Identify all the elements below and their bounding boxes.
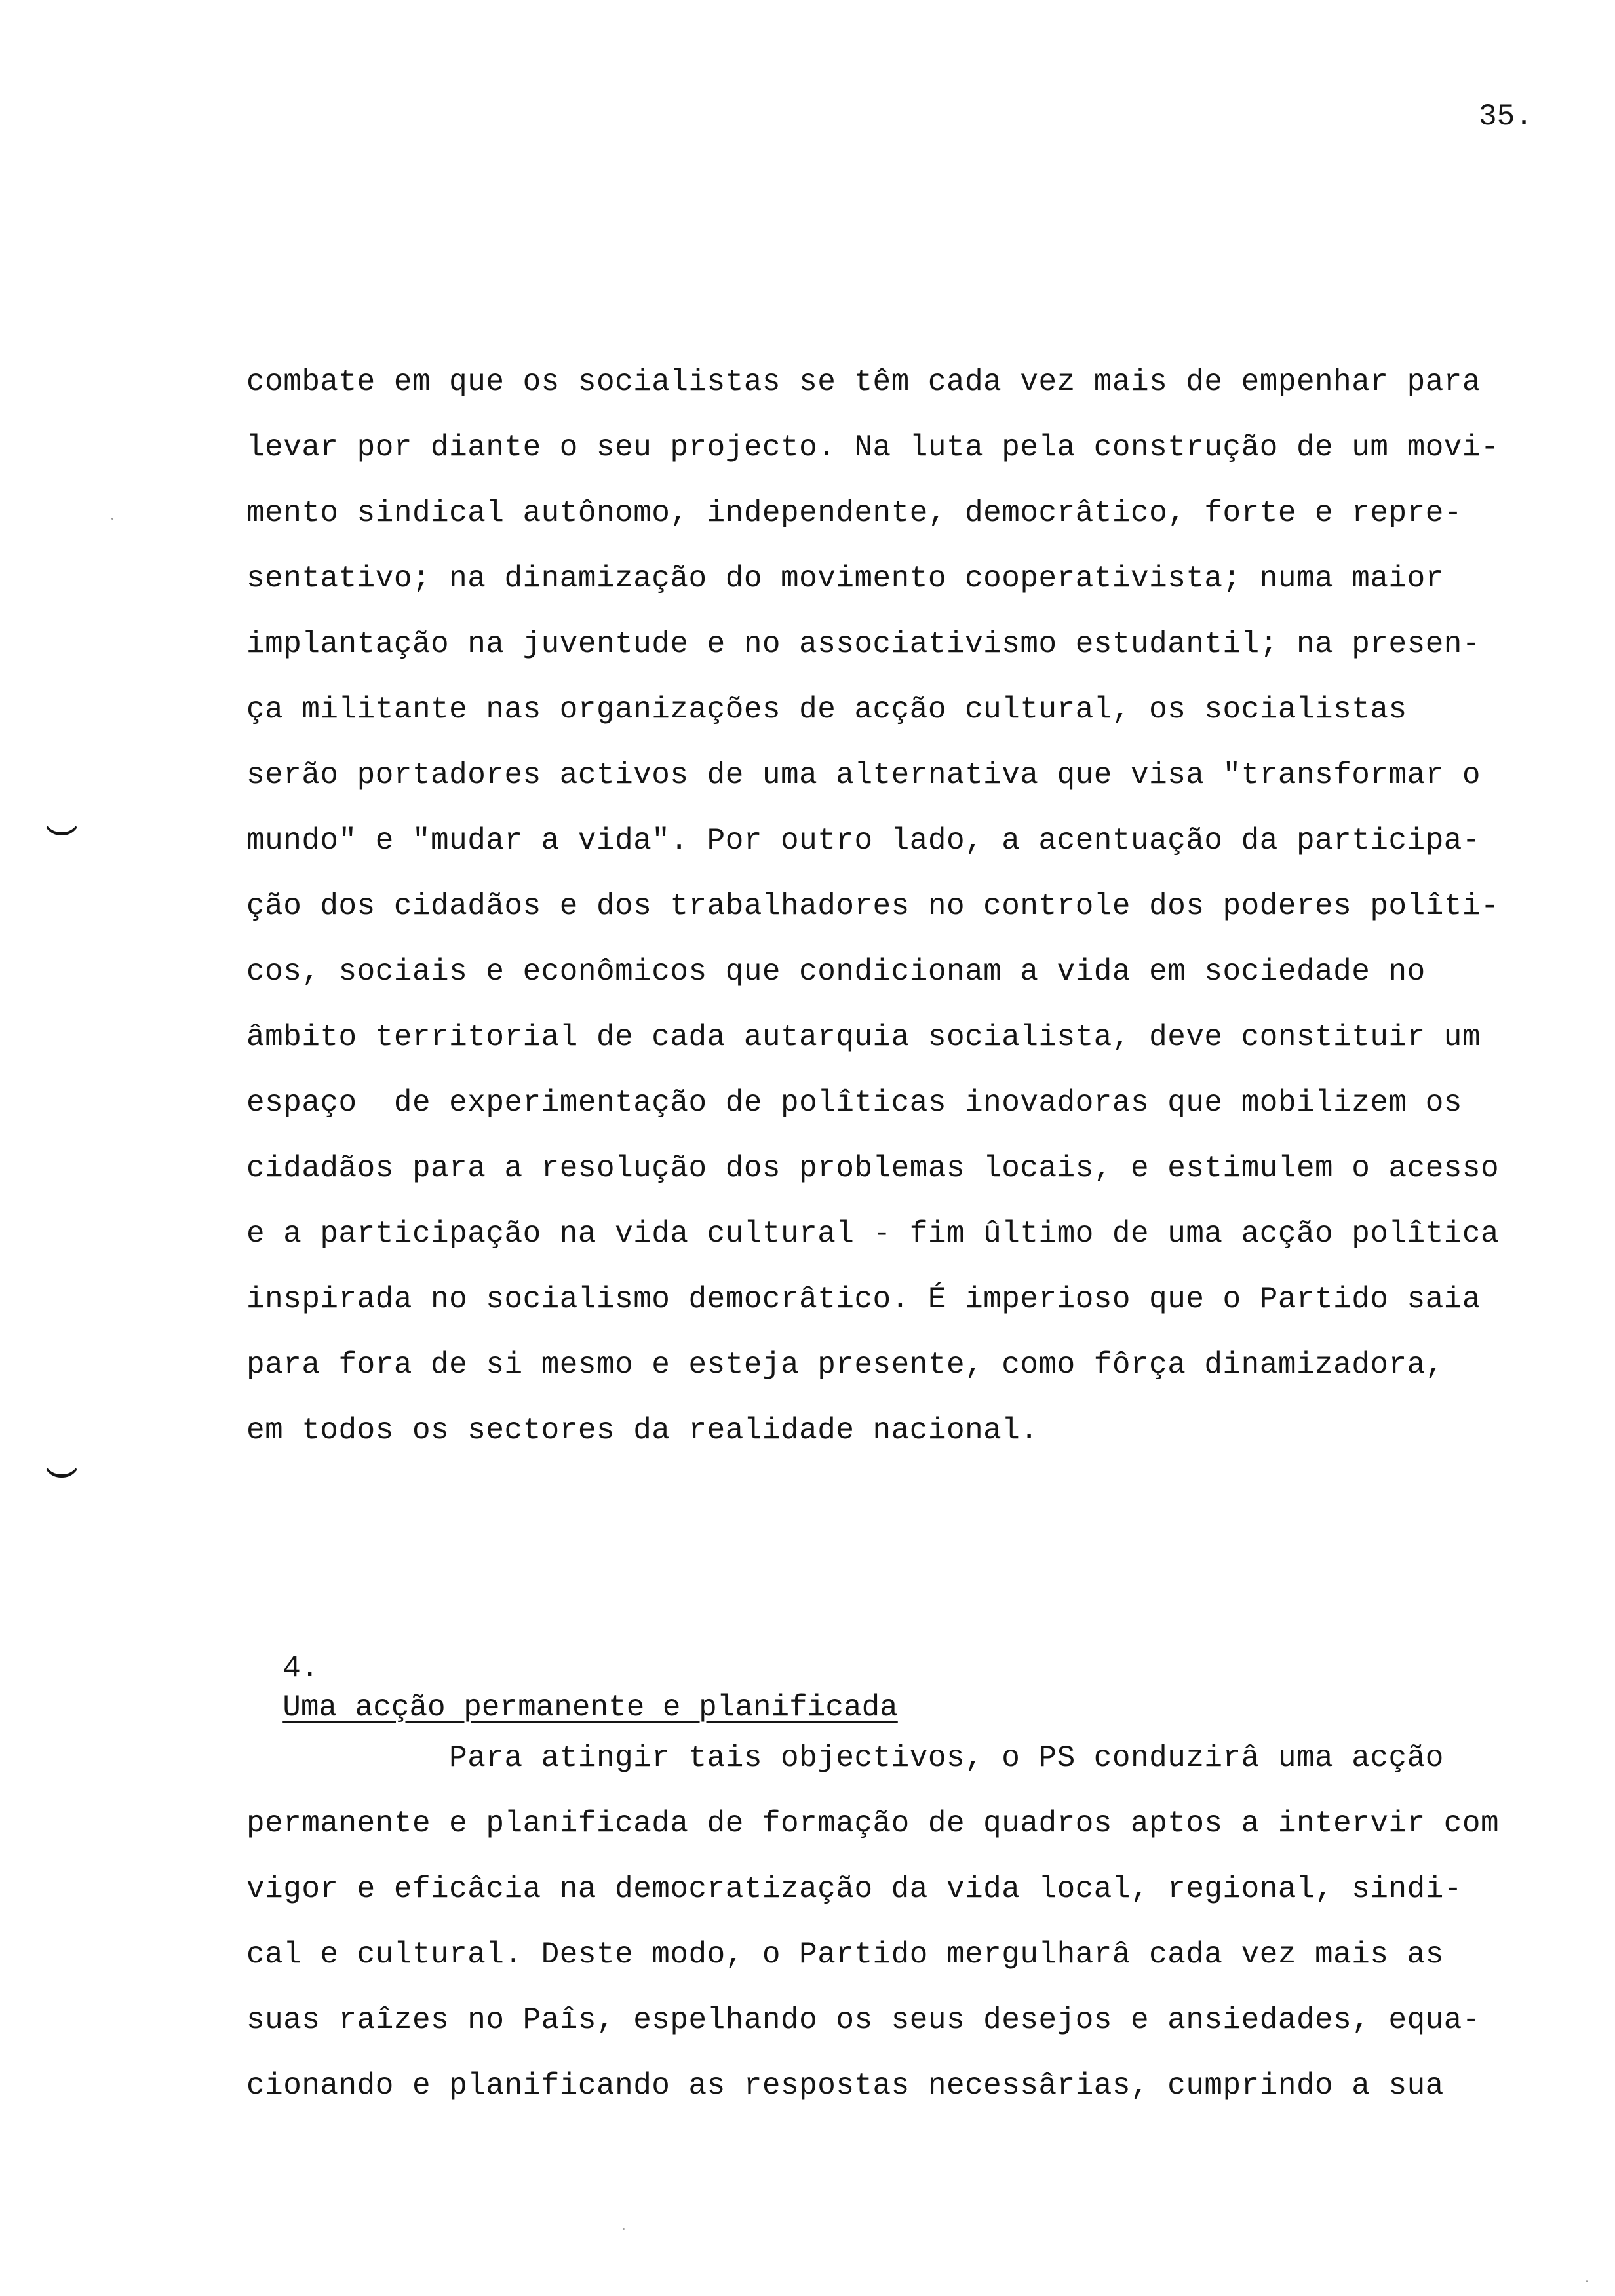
text-line: Para atingir tais objectivos, o PS conduzirâ uma acção: [246, 1741, 1444, 1775]
text-line: mundo" e "mudar a vida". Por outro lado, a acentuação da participa-: [246, 824, 1481, 858]
text-line: cos, sociais e econômicos que condicionam a vida em sociedade no: [246, 955, 1426, 989]
text-line: para fora de si mesmo e esteja presente, como fôrça dinamizadora,: [246, 1348, 1444, 1382]
text-line: implantação na juventude e no associativismo estudantil; na presen-: [246, 627, 1481, 661]
text-line: inspirada no socialismo democrâtico. É imperioso que o Partido saia: [246, 1282, 1481, 1316]
page-number: 35.: [1479, 100, 1533, 134]
scan-speck: [111, 518, 113, 520]
text-line: em todos os sectores da realidade nacional.: [246, 1413, 1039, 1447]
text-line: vigor e eficâcia na democratização da vida local, regional, sindi-: [246, 1872, 1462, 1906]
text-line: levar por diante o seu projecto. Na luta pela construção de um movi-: [246, 430, 1500, 465]
text-line: e a participação na vida cultural - fim ûltimo de uma acção polîtica: [246, 1217, 1500, 1251]
text-line: mento sindical autônomo, independente, democrâtico, forte e repre-: [246, 496, 1462, 530]
margin-mark: [43, 1460, 80, 1478]
section-number: 4.: [282, 1651, 319, 1685]
scan-speck: [1586, 2280, 1588, 2282]
text-line: serão portadores activos de uma alternativa que visa "transformar o: [246, 758, 1481, 792]
section-title: Uma acção permanente e planificada: [282, 1691, 898, 1725]
text-line: cal e cultural. Deste modo, o Partido mergulharâ cada vez mais as: [246, 1938, 1444, 1972]
scan-speck: [623, 2228, 625, 2230]
text-line: cionando e planificando as respostas necessârias, cumprindo a sua: [246, 2069, 1444, 2103]
text-line: suas raîzes no Paîs, espelhando os seus desejos e ansiedades, equa-: [246, 2003, 1481, 2037]
text-line: cidadãos para a resolução dos problemas locais, e estimulem o acesso: [246, 1151, 1500, 1185]
text-line: permanente e planificada de formação de quadros aptos a intervir com: [246, 1807, 1500, 1841]
text-line: combate em que os socialistas se têm cada vez mais de empenhar para: [246, 365, 1481, 399]
section-heading: [246, 1609, 898, 1727]
text-line: âmbito territorial de cada autarquia socialista, deve constituir um: [246, 1020, 1481, 1054]
text-line: sentativo; na dinamização do movimento cooperativista; numa maior: [246, 562, 1444, 596]
text-line: ça militante nas organizações de acção cultural, os socialistas: [246, 693, 1407, 727]
margin-mark: [43, 818, 80, 835]
text-line: espaço de experimentação de polîticas inovadoras que mobilizem os: [246, 1086, 1462, 1120]
text-line: ção dos cidadãos e dos trabalhadores no controle dos poderes polîti-: [246, 889, 1500, 923]
